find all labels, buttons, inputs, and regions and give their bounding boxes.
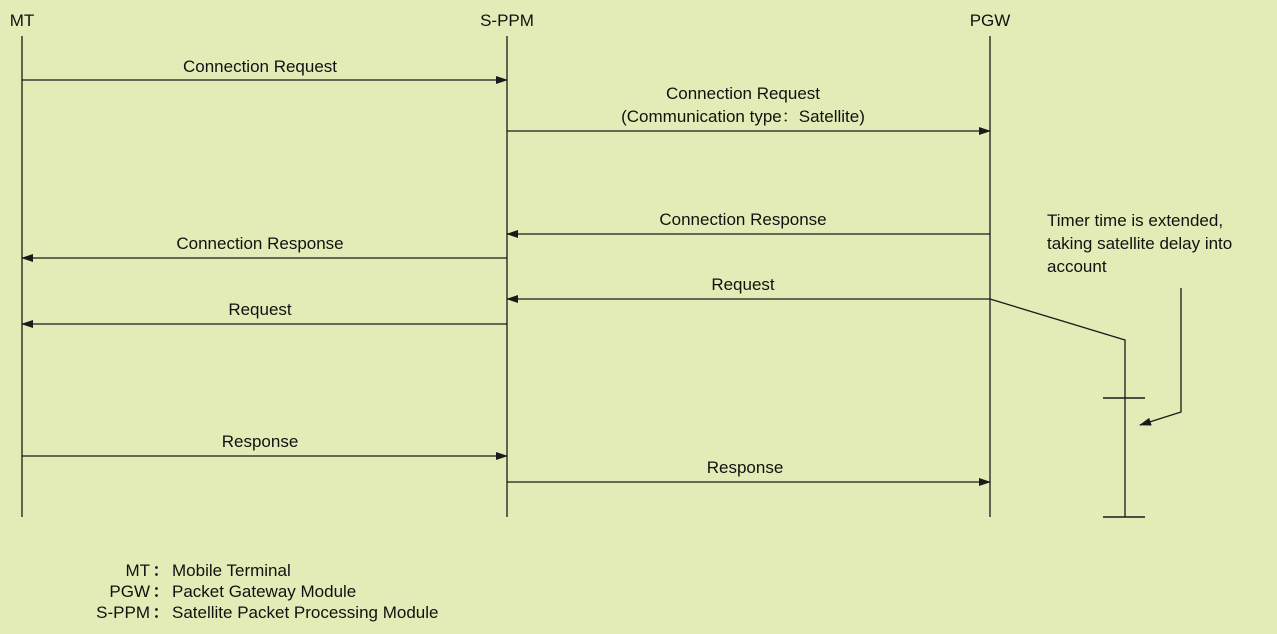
message-label-response-1: Response xyxy=(221,432,299,451)
legend-item-pgw xyxy=(60,581,438,602)
message-label-connection-request-2: Connection Request xyxy=(665,84,821,103)
legend xyxy=(60,560,438,623)
message-sublabel-communication-type: (Communication type：Satellite) xyxy=(621,107,865,126)
legend-definition: Satellite Packet Processing Module xyxy=(172,603,439,622)
message-label-connection-response-2: Connection Response xyxy=(176,234,344,253)
entity-label-mt: MT xyxy=(9,11,35,30)
message-label-request-1: Request xyxy=(711,275,775,294)
message-label-request-2: Request xyxy=(228,300,292,319)
message-label-connection-response-1: Connection Response xyxy=(659,210,827,229)
message-label-connection-request-1: Connection Request xyxy=(182,57,338,76)
legend-separator: ： xyxy=(152,582,170,601)
legend-term: PGW xyxy=(109,582,150,601)
timer-note-line-1: Timer time is extended, xyxy=(1047,211,1224,230)
message-label-response-2: Response xyxy=(706,458,784,477)
entity-label-sppm: S-PPM xyxy=(480,11,534,30)
entity-label-pgw: PGW xyxy=(969,11,1011,30)
legend-term: S-PPM xyxy=(96,603,150,622)
legend-separator: ： xyxy=(152,561,170,580)
legend-definition: Packet Gateway Module xyxy=(172,582,357,601)
legend-term: MT xyxy=(125,561,150,580)
legend-item-mt xyxy=(60,560,438,581)
timer-note-line-2: taking satellite delay into xyxy=(1047,234,1233,253)
legend-definition: Mobile Terminal xyxy=(172,561,291,580)
legend-separator: ： xyxy=(152,603,170,622)
timer-line xyxy=(990,299,1125,517)
timer-note-line-3: account xyxy=(1047,257,1107,276)
timer-note-pointer-arrow xyxy=(1140,288,1181,425)
legend-item-sppm xyxy=(60,602,438,623)
